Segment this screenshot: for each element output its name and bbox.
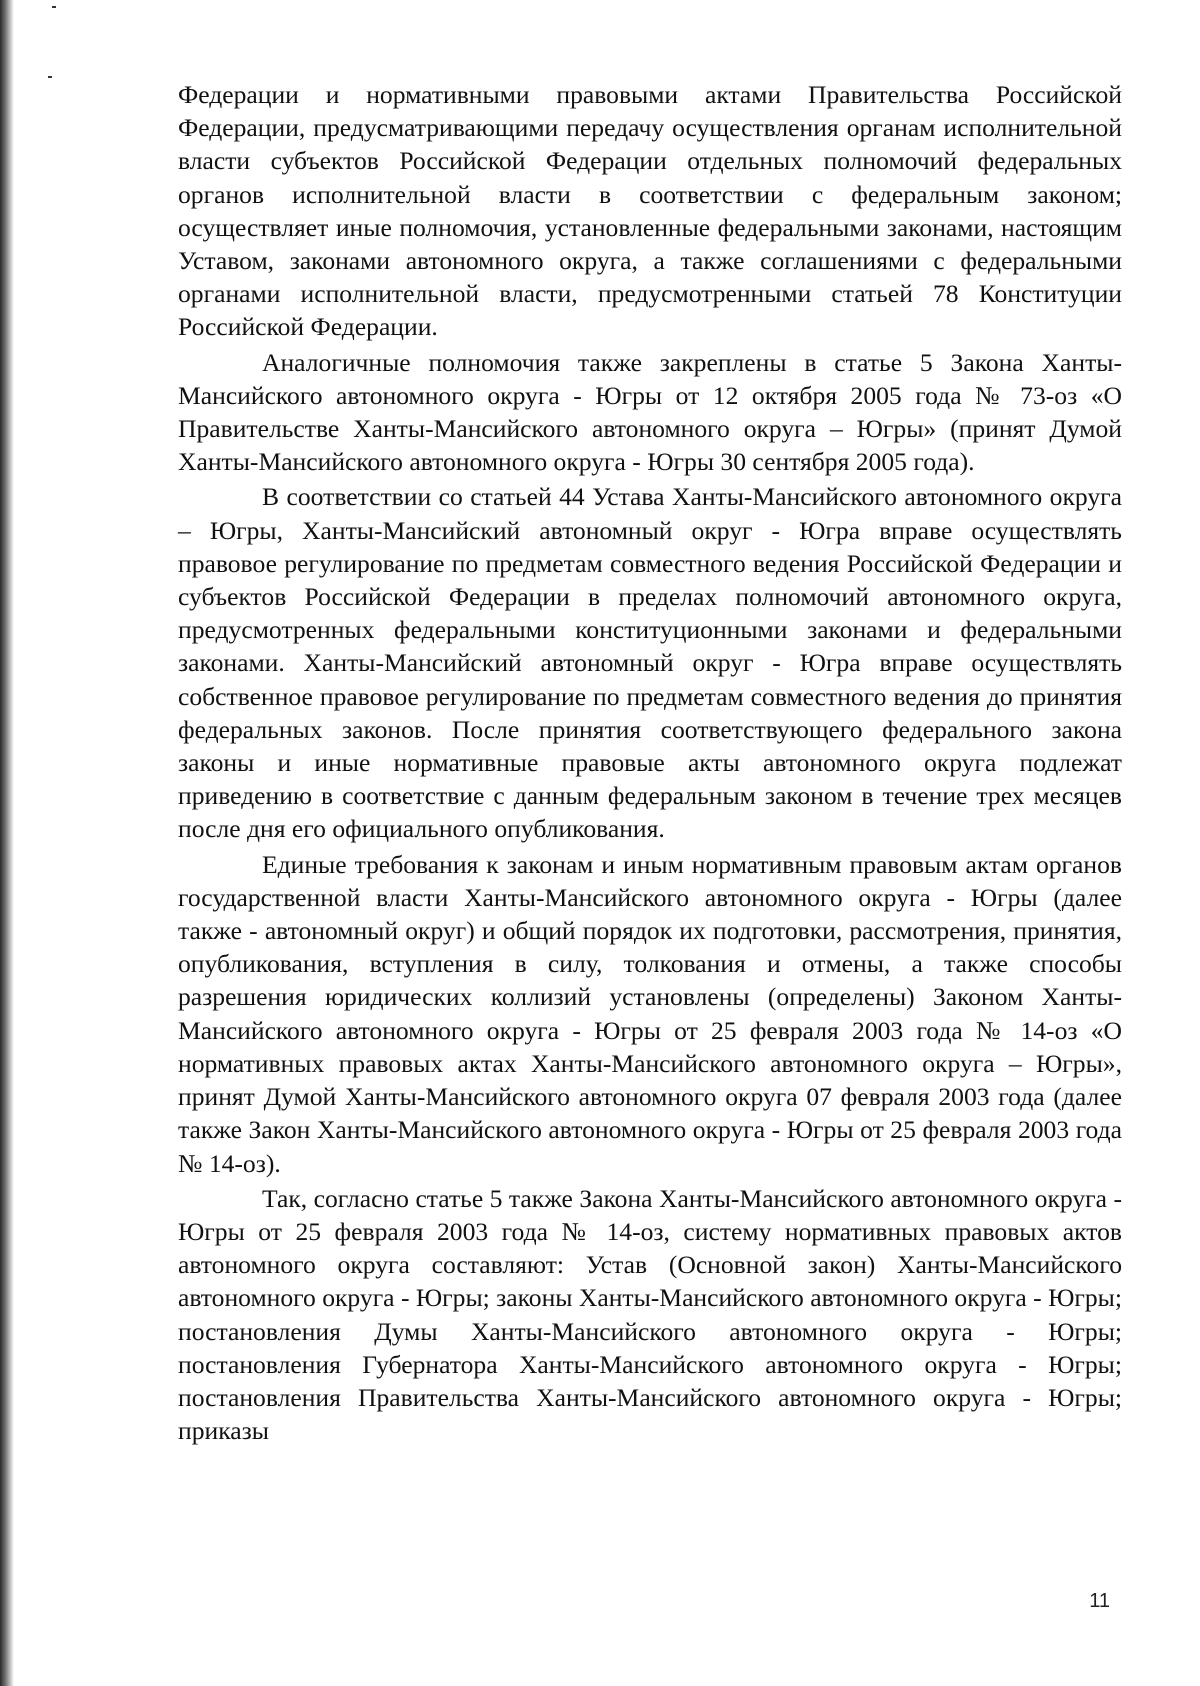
page-number: 11 (1089, 1590, 1110, 1612)
paragraph-continuation: Федерации и нормативными правовыми актами Правительства Российской Федерации, предусматривающими передачу осуществления органам исполнительной власти субъектов Российской Федерации отдельных полномочий федеральных органов исполнительной власти в соответствии с федеральным законом; осуществляет иные полномочия, установленные федеральными законами, настоящим Уставом, законами автономного округа, а также соглашениями с федеральными органами исполнительной власти, предусмотренными статьей 78 Конституции Российской Федерации. (178, 80, 1122, 342)
paragraph-article-44: В соответствии со статьей 44 Устава Ханты-Мансийского автономного округа – Югры, Ханты-Мансийский автономный округ - Югра вправе осуществлять правовое регулирование по предметам совместного ведения Российской Федерации и субъектов Российской Федерации в пределах полномочий автономного округа, предусмотренных федеральными конституционными законами и федеральными законами. Ханты-Мансийский автономный округ - Югра вправе осуществлять собственное правовое регулирование по предметам совместного ведения до принятия федеральных законов. После принятия соответствующего федерального закона законы и иные нормативные правовые акты автономного округа подлежат приведению в соответствие с данным федеральным законом в течение трех месяцев после дня его официального опубликования. (178, 482, 1122, 844)
scan-speck (52, 6, 56, 8)
document-page (178, 78, 1122, 1449)
paragraph-analogous-powers: Аналогичные полномочия также закреплены в статье 5 Закона Ханты-Мансийского автономного округа - Югры от 12 октября 2005 года № 73-оз «О Правительстве Ханты-Мансийского автономного округа – Югры» (принят Думой Ханты-Мансийского автономного округа - Югры 30 сентября 2005 года). (178, 347, 1122, 477)
paragraph-system-of-acts: Так, согласно статье 5 также Закона Ханты-Мансийского автономного округа - Югры от 25 февраля 2003 года № 14-оз, систему нормативных правовых актов автономного округа составляют: Устав (Основной закон) Ханты-Мансийского автономного округа - Югры; законы Ханты-Мансийского автономного округа - Югры; постановления Думы Ханты-Мансийского автономного округа - Югры; постановления Губернатора Ханты-Мансийского автономного округа - Югры; постановления Правительства Ханты-Мансийского автономного округа - Югры; приказы (178, 1183, 1122, 1446)
scan-binding-edge (0, 0, 14, 1686)
paragraph-uniform-requirements: Единые требования к законам и иным нормативным правовым актам органов государственной власти Ханты-Мансийского автономного округа - Югры (далее также - автономный округ) и общий порядок их подготовки, рассмотрения, принятия, опубликования, вступления в силу, толкования и отмены, а также способы разрешения юридических коллизий установлены (определены) Законом Ханты-Мансийского автономного округа - Югры от 25 февраля 2003 года № 14-оз «О нормативных правовых актах Ханты-Мансийского автономного округа – Югры», принят Думой Ханты-Мансийского автономного округа 07 февраля 2003 года (далее также Закон Ханты-Мансийского автономного округа - Югры от 25 февраля 2003 года № 14-оз). (178, 849, 1122, 1178)
scan-speck (48, 76, 52, 78)
